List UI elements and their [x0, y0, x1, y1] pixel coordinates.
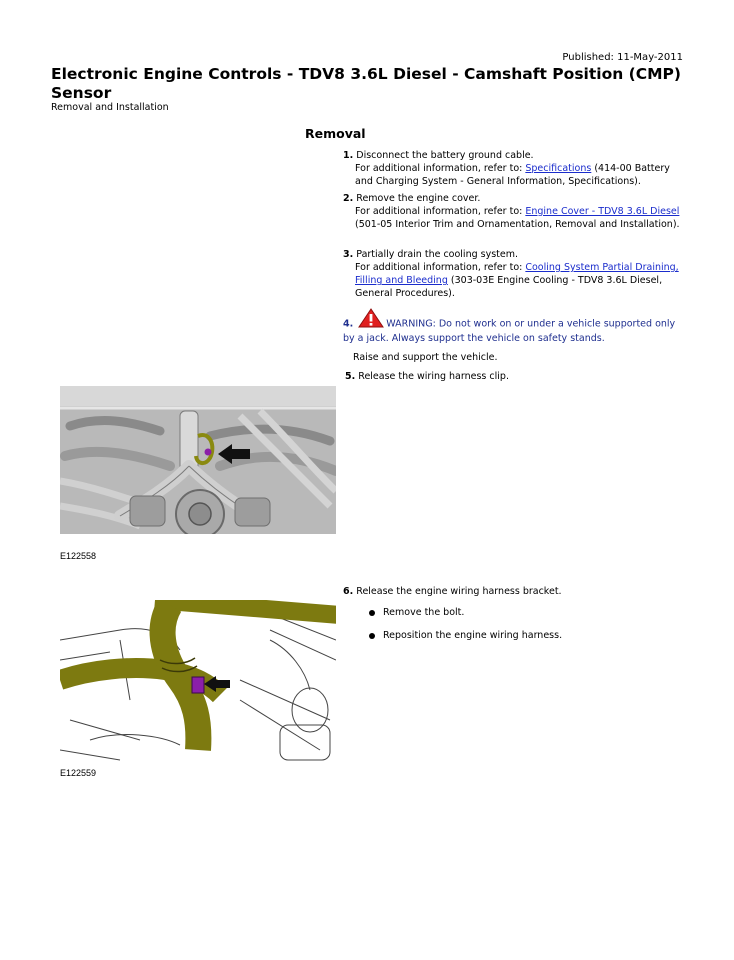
- step-2: [343, 192, 688, 231]
- step-3-text: Partially drain the cooling system.: [356, 249, 519, 260]
- step-3: [343, 248, 688, 300]
- warning-text: WARNING: Do not work on or under a vehicle supported only by a jack. Always support the vehicle on safety stands.: [343, 318, 676, 344]
- step-2-text: Remove the engine cover.: [356, 193, 481, 204]
- step-6-bullet-1: [369, 607, 464, 618]
- step-6-text: Release the engine wiring harness bracket.: [356, 586, 562, 597]
- step-6-bullet-2: [369, 630, 562, 641]
- bullet-2-text: Reposition the engine wiring harness.: [383, 630, 563, 641]
- step-3-number: 3.: [343, 249, 354, 260]
- engine-cover-link[interactable]: Engine Cover - TDV8 3.6L Diesel: [525, 206, 680, 217]
- step-2-ref-suffix: (501-05 Interior Trim and Ornamentation, Removal and Installation).: [355, 219, 680, 230]
- section-title: Removal: [305, 126, 366, 141]
- step-1-number: 1.: [343, 150, 354, 161]
- step-2-ref-prefix: For additional information, refer to:: [355, 206, 526, 217]
- step-1: [343, 149, 688, 188]
- bullet-dot-icon: [369, 633, 375, 639]
- wiring-harness-illustration: [60, 600, 336, 778]
- step-5-text: Release the wiring harness clip.: [358, 371, 509, 382]
- bullet-1-text: Remove the bolt.: [383, 607, 465, 618]
- figure-2-label: E122559: [60, 768, 97, 778]
- step-4-warning: [343, 316, 688, 345]
- specifications-link[interactable]: Specifications: [525, 163, 592, 174]
- step-1-ref-suffix: (414-00 Battery and Charging System - General Information, Specifications).: [355, 163, 670, 187]
- cooling-system-link[interactable]: Cooling System Partial Draining, Filling and Bleeding: [355, 262, 679, 286]
- engine-top-illustration: [60, 386, 336, 562]
- page-title: Electronic Engine Controls - TDV8 3.6L Diesel - Camshaft Position (CMP) Sensor: [51, 65, 681, 102]
- step-5-number: 5.: [345, 371, 356, 382]
- figure-1-label: E122558: [60, 551, 97, 561]
- step-3-ref-prefix: For additional information, refer to:: [355, 262, 526, 273]
- step-6: [343, 585, 688, 598]
- bullet-dot-icon: [369, 610, 375, 616]
- published-date: Published: 11-May-2011: [562, 52, 683, 63]
- warning-icon: [358, 308, 384, 332]
- step-4-number: 4.: [343, 318, 354, 330]
- step-1-text: Disconnect the battery ground cable.: [356, 150, 534, 161]
- step-6-number: 6.: [343, 586, 354, 597]
- step-1-ref-prefix: For additional information, refer to:: [355, 163, 526, 174]
- step-2-number: 2.: [343, 193, 354, 204]
- step-4-text: Raise and support the vehicle.: [353, 352, 498, 363]
- step-5: [345, 370, 690, 383]
- page-subtitle: Removal and Installation: [51, 102, 169, 113]
- step-3-ref-suffix: (303-03E Engine Cooling - TDV8 3.6L Diesel, General Procedures).: [355, 275, 663, 299]
